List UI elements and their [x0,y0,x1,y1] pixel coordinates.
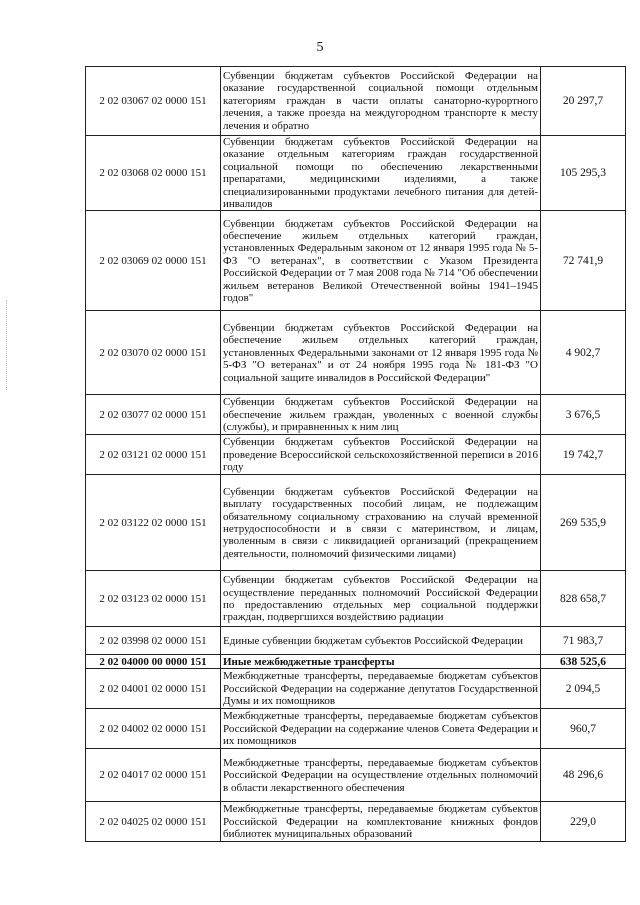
table-row [86,395,626,435]
row-description: Иные межбюджетные трансферты [221,655,541,669]
row-description: Межбюджетные трансферты, передаваемые бюджетам субъектов Российской Федерации на комплектование книжных фондов библиотек муниципальных образований [221,802,541,842]
table-row [86,311,626,395]
row-description: Субвенции бюджетам субъектов Российской Федерации на проведение Всероссийской сельскохозяйственной переписи в 2016 году [221,435,541,475]
row-value: 71 983,7 [541,627,626,655]
table-row [86,571,626,627]
row-description: Межбюджетные трансферты, передаваемые бюджетам субъектов Российской Федерации на содержание членов Совета Федерации и их помощников [221,709,541,749]
row-value: 229,0 [541,802,626,842]
row-value: 4 902,7 [541,311,626,395]
row-code: 2 02 03122 02 0000 151 [86,475,221,571]
row-code: 2 02 03123 02 0000 151 [86,571,221,627]
row-description: Субвенции бюджетам субъектов Российской Федерации на обеспечение жильем отдельных категорий граждан, установленных Федеральным законом от 12 января 1995 года № 5-ФЗ "О ветеранах", в соответствии с Указом Президента Российской Федерации от 7 мая 2008 года № 714 "Об обеспечении жильем ветеранов Великой Отечественной войны 1941–1945 годов" [221,211,541,311]
table-row-total [86,655,626,669]
row-value: 3 676,5 [541,395,626,435]
row-value: 960,7 [541,709,626,749]
table-row [86,435,626,475]
row-description: Субвенции бюджетам субъектов Российской Федерации на выплату государственных пособий лицам, не подлежащим обязательному социальному страхованию на случай временной нетрудоспособности и в связи с материнством, и лицам, уволенным в связи с ликвидацией организаций (прекращением деятельности, полномочий физическими лицами) [221,475,541,571]
row-description: Субвенции бюджетам субъектов Российской Федерации на обеспечение жильем граждан, уволенных с военной службы (службы), и приравненных к ним лиц [221,395,541,435]
table-row [86,136,626,211]
table-row [86,67,626,136]
row-code: 2 02 03077 02 0000 151 [86,395,221,435]
row-value: 20 297,7 [541,67,626,136]
table-row [86,749,626,802]
row-value: 105 295,3 [541,136,626,211]
row-value: 48 296,6 [541,749,626,802]
row-code: 2 02 03070 02 0000 151 [86,311,221,395]
table-row [86,709,626,749]
row-description: Единые субвенции бюджетам субъектов Российской Федерации [221,627,541,655]
table-row [86,802,626,842]
row-code: 2 02 04000 00 0000 151 [86,655,221,669]
row-code: 2 02 03067 02 0000 151 [86,67,221,136]
page-number: 5 [316,40,324,55]
row-code: 2 02 04017 02 0000 151 [86,749,221,802]
row-value: 828 658,7 [541,571,626,627]
row-description: Субвенции бюджетам субъектов Российской Федерации на осуществление переданных полномочий Российской Федерации по предоставлению отдельных мер социальной поддержки граждан, подвергшихся воздействию радиации [221,571,541,627]
row-code: 2 02 03068 02 0000 151 [86,136,221,211]
row-code: 2 02 04002 02 0000 151 [86,709,221,749]
scan-margin-mark [6,300,7,390]
table-row [86,627,626,655]
row-description: Межбюджетные трансферты, передаваемые бюджетам субъектов Российской Федерации на осуществление отдельных полномочий в области лекарственного обеспечения [221,749,541,802]
row-code: 2 02 04025 02 0000 151 [86,802,221,842]
table-row [86,669,626,709]
row-value: 638 525,6 [541,655,626,669]
row-code: 2 02 03121 02 0000 151 [86,435,221,475]
row-code: 2 02 03998 02 0000 151 [86,627,221,655]
row-description: Субвенции бюджетам субъектов Российской Федерации на оказание отдельным категориям граждан государственной социальной помощи по обеспечению лекарственными препаратами, медицинскими изделиями, а также специализированными продуктами лечебного питания для детей-инвалидов [221,136,541,211]
table-row [86,475,626,571]
table-row [86,211,626,311]
row-value: 72 741,9 [541,211,626,311]
row-description: Субвенции бюджетам субъектов Российской Федерации на обеспечение жильем отдельных категорий граждан, установленных Федеральными законами от 12 января 1995 года № 5-ФЗ "О ветеранах" и от 24 ноября 1995 года № 181-ФЗ "О социальной защите инвалидов в Российской Федерации" [221,311,541,395]
row-code: 2 02 03069 02 0000 151 [86,211,221,311]
row-description: Межбюджетные трансферты, передаваемые бюджетам субъектов Российской Федерации на содержание депутатов Государственной Думы и их помощников [221,669,541,709]
row-value: 2 094,5 [541,669,626,709]
row-value: 19 742,7 [541,435,626,475]
row-value: 269 535,9 [541,475,626,571]
row-description: Субвенции бюджетам субъектов Российской Федерации на оказание государственной социальной помощи отдельным категориям граждан в части оплаты санаторно-курортного лечения, а также проезда на междугородном транспорте к месту лечения и обратно [221,67,541,136]
budget-table [85,66,626,842]
row-code: 2 02 04001 02 0000 151 [86,669,221,709]
